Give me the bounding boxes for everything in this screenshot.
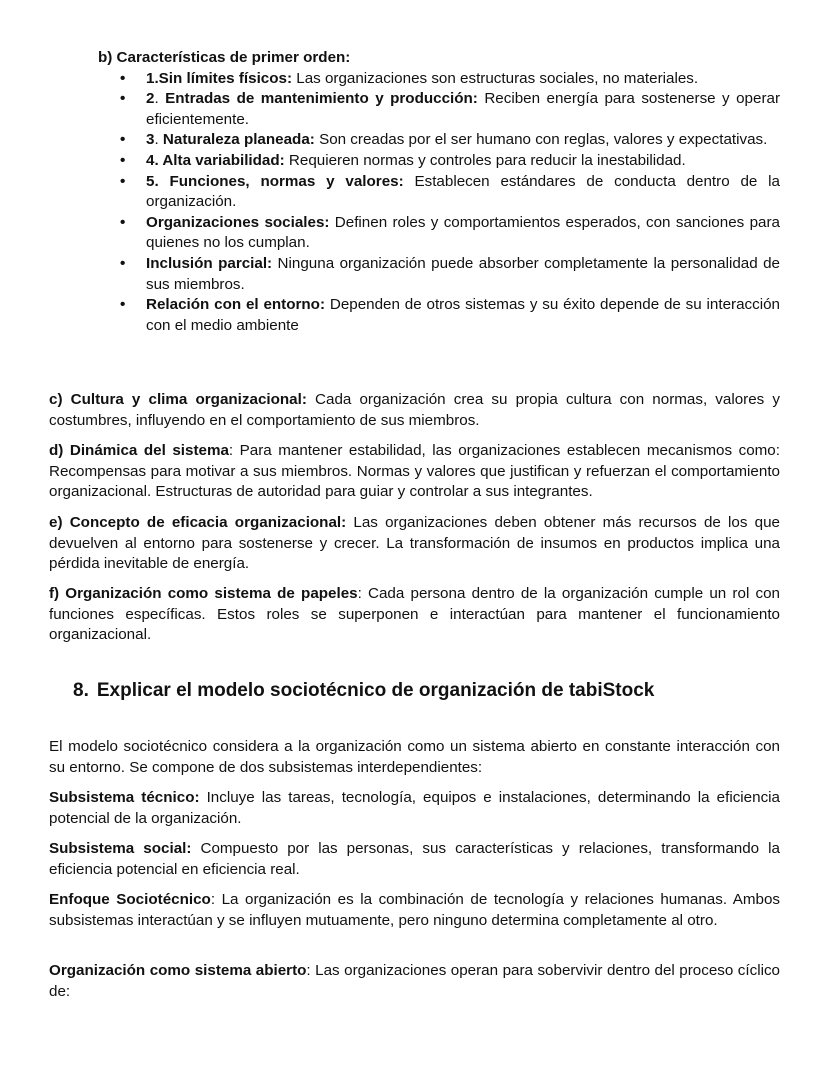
enfoque-sociotecnico-paragraph: Enfoque Sociotécnico: La organización es la combinación de tecnología y relaciones humanas. Ambos subsistemas interactúan y se influyen mutuamente, pero ninguno determina completamente al otro.	[49, 891, 781, 929]
sistema-abierto-paragraph: Organización como sistema abierto: Las organizaciones operan para sobervivir dentro del proceso cíclico de:	[49, 962, 781, 1000]
list-item: • 1.Sin límites físicos: Las organizaciones son estructuras sociales, no materiales.	[98, 69, 780, 90]
features-list	[98, 69, 780, 337]
bullet-icon: •	[120, 296, 126, 314]
intro-paragraph: El modelo sociotécnico considera a la organización como un sistema abierto en constante interacción con su entorno. Se compone de dos subsistemas interdependientes:	[49, 738, 780, 776]
section-c-paragraph: c) Cultura y clima organizacional: Cada organización crea su propia cultura con normas, valores y costumbres, influyendo en el comportamiento de sus miembros.	[49, 391, 780, 429]
section-e-paragraph: e) Concepto de eficacia organizacional: Las organizaciones deben obtener más recursos de los que devuelven al entorno para sostenerse y crecer. La transformación de insumos en productos implica una pérdida inevitable de energía.	[49, 514, 780, 573]
bullet-icon: •	[120, 90, 126, 108]
section-b-title: b) Características de primer orden:	[98, 49, 351, 66]
list-item: • Organizaciones sociales: Definen roles y comportamientos esperados, con sanciones para quienes no los cumplan.	[120, 213, 780, 252]
list-item: • 3. Naturaleza planeada: Son creadas por el ser humano con reglas, valores y expectativas.	[98, 130, 780, 151]
section-8-heading: 8. Explicar el modelo sociotécnico de organización de tabiStock	[73, 680, 655, 701]
subsistema-tecnico-paragraph: Subsistema técnico: Incluye las tareas, tecnología, equipos e instalaciones, determinando la eficiencia potencial de la organización.	[49, 789, 780, 827]
bullet-icon: •	[120, 254, 126, 272]
bullet-icon: •	[120, 213, 126, 231]
bullet-icon: •	[120, 131, 126, 149]
section-f-paragraph: f) Organización como sistema de papeles: Cada persona dentro de la organización cumple un rol con funciones específicas. Estos roles se superponen e interactúan para mantener el funcionamiento organizacional.	[49, 585, 780, 644]
bullet-icon: •	[120, 69, 126, 87]
bullet-icon: •	[120, 151, 126, 169]
subsistema-social-paragraph: Subsistema social: Compuesto por las personas, sus características y relaciones, transformando la eficiencia potencial en eficiencia real.	[49, 840, 780, 878]
list-item: • Relación con el entorno: Dependen de otros sistemas y su éxito depende de su interacción con el medio ambiente	[120, 296, 780, 334]
bullet-icon: •	[120, 172, 126, 190]
list-item: • 4. Alta variabilidad: Requieren normas y controles para reducir la inestabilidad.	[98, 151, 780, 172]
list-item: • 5. Funciones, normas y valores: Establecen estándares de conducta dentro de la organización.	[120, 172, 780, 211]
list-item: • Inclusión parcial: Ninguna organización puede absorber completamente la personalidad de sus miembros.	[120, 254, 780, 293]
list-item: • 2. Entradas de mantenimiento y producción: Reciben energía para sostenerse y operar eficientemente.	[120, 90, 781, 128]
section-b	[98, 48, 780, 336]
section-d-paragraph: d) Dinámica del sistema: Para mantener estabilidad, las organizaciones establecen mecanismos como: Recompensas para motivar a sus miembros. Normas y valores que justifican y refuerzan el comportamiento organizacional. Estructuras de autoridad para guiar y controlar a sus integrantes.	[49, 442, 780, 501]
